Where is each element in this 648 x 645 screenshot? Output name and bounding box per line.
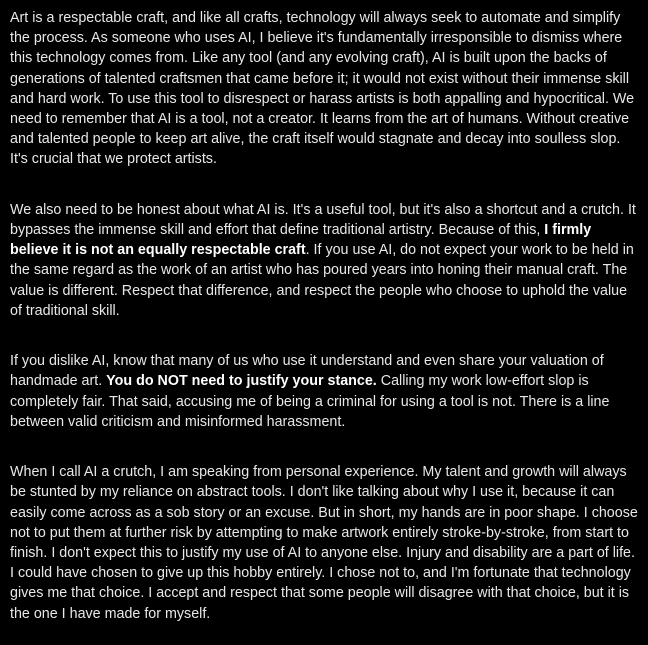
bold-emphasis: You do NOT need to justify your stance. xyxy=(106,373,377,390)
paragraph-text: If you dislike AI, know that many of us who use it understand and even share your valuation of handmade art. xyxy=(10,353,604,390)
paragraph-text: Art is a respectable craft, and like all crafts, technology will always seek to automate and simplify the process. As someone who uses AI, I believe it's fundamentally irresponsible to dismiss where this technology comes from. Like any tool (and any evolving craft), AI is built upon the backs of generations of talented craftsmen that came before it; it would not exist without their immense skill and hard work. To use this tool to disrespect or harass artists is both appalling and hypocritical. We need to remember that AI is a tool, not a creator. It learns from the art of humans. Without creative and talented people to keep art alive, the craft itself would stagnate and decay into soulless slop. It's crucial that we protect artists. xyxy=(10,10,635,168)
paragraph-art-respectable-craft xyxy=(10,8,640,170)
paragraph-text: When I call AI a crutch, I am speaking from personal experience. My talent and growth will always be stunted by my reliance on abstract tools. I don't like talking about why I use it, because it can easily come across as a sob story or an excuse. But in short, my hands are in poor shape. I choose not to put them at further risk by attempting to make artwork entirely stroke-by-stroke, from start to finish. I don't expect this to justify my use of AI to anyone else. Injury and disability are a part of life. I could have chosen to give up this hobby entirely. I chose not to, and I'm fortunate that technology gives me that choice. I accept and respect that some people will disagree with that choice, but it is the one I have made for myself. xyxy=(10,464,638,622)
paragraph-dislike-ai xyxy=(10,351,640,432)
document-body xyxy=(10,8,640,624)
paragraph-text: . If you use AI, do not expect your work to be held in the same regard as the work of an artist who has poured years into honing their manual craft. The value is different. Respect that difference, and respect the people who choose to uphold the value of traditional skill. xyxy=(10,242,634,319)
bold-emphasis: I firmly believe it is not an equally respectable craft xyxy=(10,222,592,259)
paragraph-ai-crutch xyxy=(10,200,640,321)
paragraph-text: We also need to be honest about what AI is. It's a useful tool, but it's also a shortcut and a crutch. It bypasses the immense skill and effort that define traditional artistry. Because of this, xyxy=(10,201,636,239)
paragraph-text: Calling my work low-effort slop is completely fair. That said, accusing me of being a criminal for using a tool is not. There is a line between valid criticism and misinformed harassment. xyxy=(10,373,610,430)
paragraph-personal-experience xyxy=(10,462,640,624)
